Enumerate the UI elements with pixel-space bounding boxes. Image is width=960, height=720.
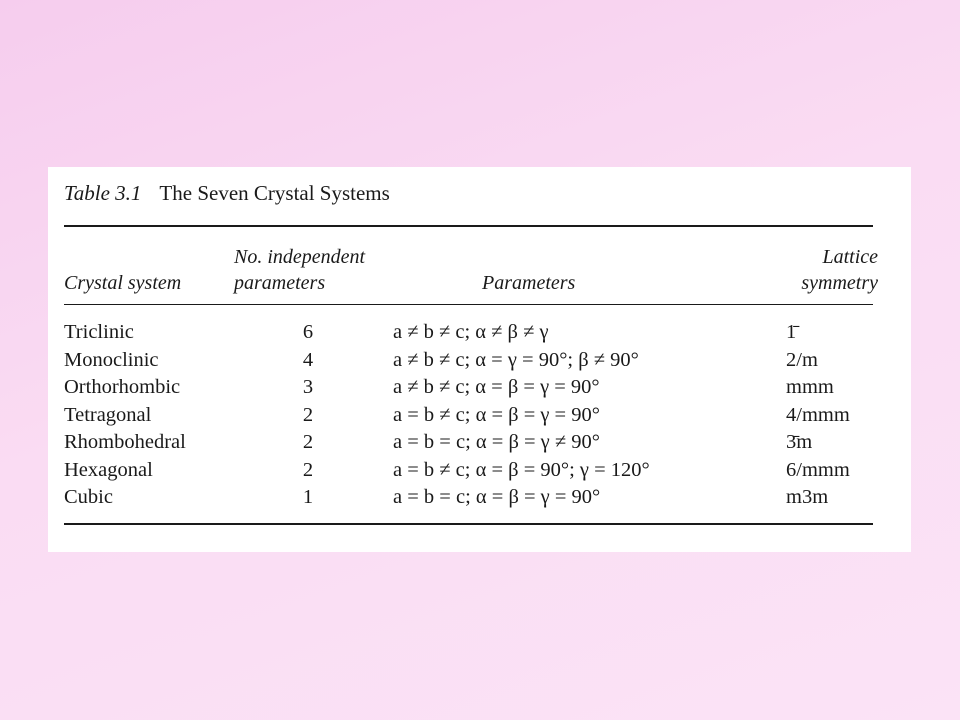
cell-crystal-system: Cubic — [64, 486, 113, 508]
cell-lattice-symmetry: 2/m — [786, 348, 818, 371]
cell-parameter-count: 2 — [302, 458, 314, 481]
cell-parameters: a = b = c; α = β = γ = 90° — [393, 486, 601, 508]
table-row — [48, 404, 911, 432]
cell-parameter-count: 2 — [302, 431, 314, 453]
table-image-panel — [48, 167, 911, 552]
header-parameters: Parameters — [482, 272, 576, 294]
cell-parameters: a = b ≠ c; α = β = 90°; γ = 120° — [393, 458, 650, 481]
cell-parameters: a = b ≠ c; α = β = γ = 90° — [393, 403, 600, 426]
cell-parameter-count: 1 — [302, 486, 314, 508]
header-rule — [64, 304, 873, 305]
header-lattice-symmetry-line1: Lattice — [822, 246, 878, 268]
header-independent-parameters-line1: No. independent — [234, 246, 366, 268]
cell-crystal-system: Tetragonal — [64, 403, 152, 426]
cell-parameter-count: 6 — [302, 321, 314, 343]
table-row — [48, 431, 911, 459]
cell-lattice-symmetry: 3̄m — [786, 431, 813, 453]
header-lattice-symmetry-line2: symmetry — [801, 272, 878, 294]
cell-parameters: a ≠ b ≠ c; α = γ = 90°; β ≠ 90° — [393, 348, 639, 371]
cell-lattice-symmetry: 1̄ — [786, 321, 797, 343]
table-caption — [64, 181, 390, 206]
table-row — [48, 486, 911, 514]
cell-crystal-system: Rhombohedral — [64, 431, 186, 453]
cell-parameters: a ≠ b ≠ c; α ≠ β ≠ γ — [393, 321, 549, 343]
table-caption-label: Table 3.1 — [64, 181, 142, 205]
cell-crystal-system: Triclinic — [64, 321, 134, 343]
cell-lattice-symmetry: 6/mmm — [786, 458, 850, 481]
table-row — [48, 376, 911, 404]
cell-parameters: a = b = c; α = β = γ ≠ 90° — [393, 431, 600, 453]
cell-lattice-symmetry: 4/mmm — [786, 403, 850, 426]
table-row — [48, 321, 911, 349]
cell-lattice-symmetry: mmm — [786, 376, 834, 398]
cell-crystal-system: Hexagonal — [64, 458, 153, 481]
top-rule — [64, 225, 873, 227]
cell-parameter-count: 3 — [302, 376, 314, 398]
cell-parameter-count: 2 — [302, 403, 314, 426]
table-row — [48, 349, 911, 377]
cell-crystal-system: Monoclinic — [64, 348, 159, 371]
header-independent-parameters-line2: parameters — [234, 272, 326, 294]
header-independent-parameters — [234, 244, 365, 296]
cell-parameter-count: 4 — [302, 348, 314, 371]
header-crystal-system: Crystal system — [64, 272, 182, 294]
cell-crystal-system: Orthorhombic — [64, 376, 181, 398]
bottom-rule — [64, 523, 873, 525]
cell-lattice-symmetry: m3m — [786, 486, 829, 508]
header-lattice-symmetry — [782, 244, 878, 296]
table-caption-title: The Seven Crystal Systems — [159, 181, 390, 205]
table-body — [48, 321, 911, 514]
cell-parameters: a ≠ b ≠ c; α = β = γ = 90° — [393, 376, 600, 398]
table-row — [48, 459, 911, 487]
